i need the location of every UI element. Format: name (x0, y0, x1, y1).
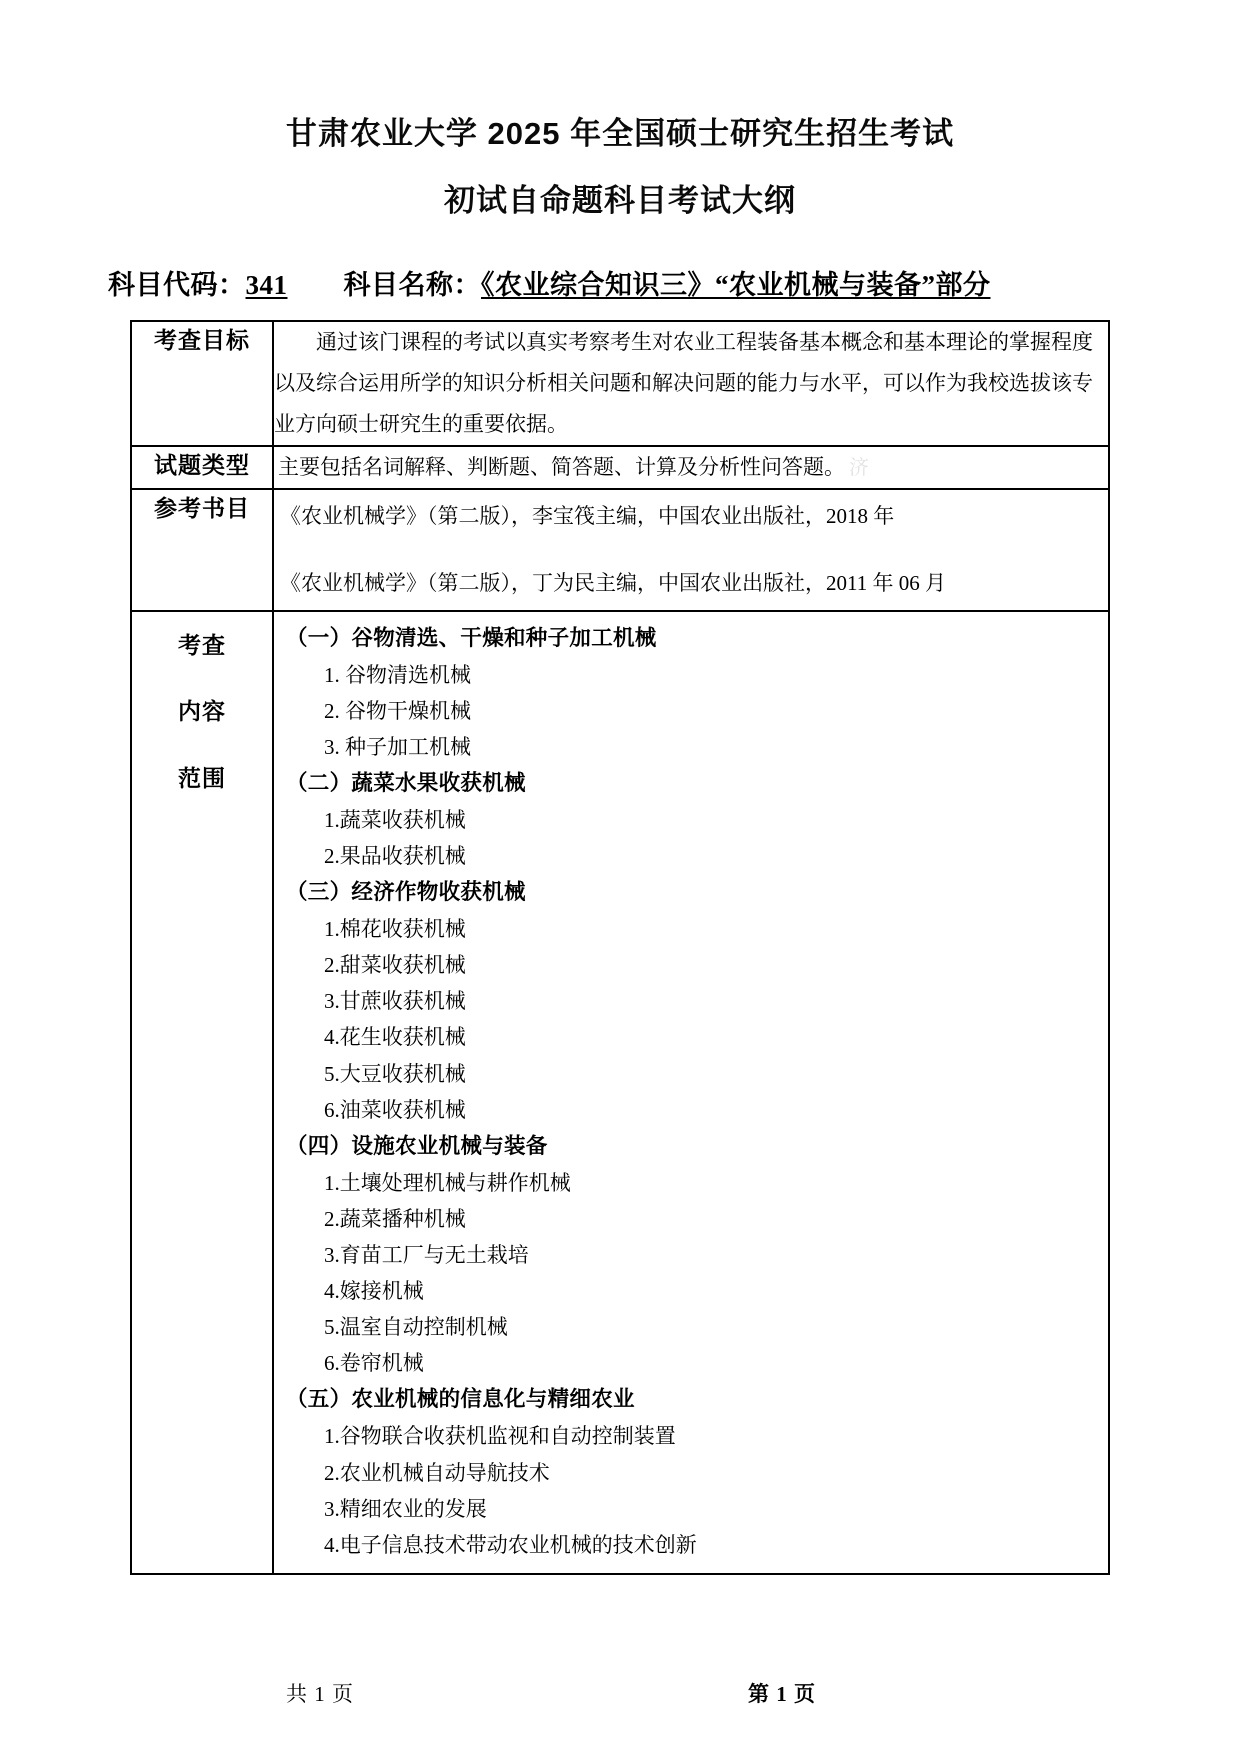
page-title-line2: 初试自命题科目考试大纲 (444, 183, 796, 218)
scope-item: 2.蔬菜播种机械 (324, 1206, 466, 1231)
scope-group-heading: （四）设施农业机械与装备 (286, 1133, 548, 1158)
row-label-objective: 考查目标 (131, 321, 273, 446)
scope-item: 3.甘蔗收获机械 (324, 989, 466, 1014)
row-content-objective (273, 321, 1109, 446)
subject-code-value: 341 (245, 270, 288, 300)
objective-paragraph: 通过该门课程的考试以真实考察考生对农业工程装备基本概念和基本理论的掌握程度以及综合运用所学的知识分析相关问题和解决问题的能力与水平，可以作为我校选拔该专业方向硕士研究生的重要依据。 (274, 330, 1093, 436)
scope-group-heading: （一）谷物清选、干燥和种子加工机械 (286, 625, 657, 650)
table-row-objective (131, 321, 1109, 446)
title-block (0, 0, 1240, 216)
scope-item: 3.精细农业的发展 (324, 1496, 487, 1521)
row-label-question-types: 试题类型 (131, 446, 273, 489)
scope-item: 3.育苗工厂与无土栽培 (324, 1242, 529, 1267)
row-label-scope (131, 611, 273, 1574)
scope-item: 4.电子信息技术带动农业机械的技术创新 (324, 1532, 697, 1557)
scope-item: 5.温室自动控制机械 (324, 1315, 508, 1340)
question-types-text-wrap (274, 447, 1108, 488)
scope-item: 1.土壤处理机械与耕作机械 (324, 1170, 571, 1195)
scope-item: 2.果品收获机械 (324, 844, 466, 869)
scope-item: 2.甜菜收获机械 (324, 953, 466, 978)
row-label-references: 参考书目 (131, 489, 273, 611)
syllabus-table (130, 320, 1110, 1575)
reference-book-1: 《农业机械学》（第二版），李宝筏主编，中国农业出版社，2018 年 (280, 503, 895, 528)
row-content-references (273, 489, 1109, 611)
table-row-references (131, 489, 1109, 611)
scope-item: 1.棉花收获机械 (324, 917, 466, 942)
scope-group-heading: （二）蔬菜水果收获机械 (286, 770, 526, 795)
table-row-scope (131, 611, 1109, 1574)
page-title-line1: 甘肃农业大学 2025 年全国硕士研究生招生考试 (285, 116, 955, 151)
watermark-glyph: 济 (849, 456, 869, 479)
row-content-question-types (273, 446, 1109, 489)
scope-item: 4.花生收获机械 (324, 1025, 466, 1050)
scope-item: 5.大豆收获机械 (324, 1061, 466, 1086)
subject-name-value: 《农业综合知识三》“农业机械与装备”部分 (481, 270, 991, 300)
scope-item: 6.卷帘机械 (324, 1351, 424, 1376)
scope-item: 1. 谷物清选机械 (324, 662, 471, 687)
footer-current-page: 第 1 页 (748, 1682, 816, 1706)
reference-book-2: 《农业机械学》（第二版），丁为民主编，中国农业出版社，2011 年 06 月 (280, 570, 946, 595)
scope-outline (274, 612, 1108, 1573)
scope-label-line-3: 范围 (178, 765, 226, 792)
subject-name-label: 科目名称： (343, 270, 481, 300)
table-row-question-types (131, 446, 1109, 489)
scope-item: 6.油菜收获机械 (324, 1097, 466, 1122)
footer-total-pages: 共 1 页 (286, 1682, 354, 1706)
scope-group-heading: （五）农业机械的信息化与精细农业 (286, 1387, 635, 1412)
scope-item: 1.蔬菜收获机械 (324, 807, 466, 832)
subject-code-label: 科目代码： (108, 270, 246, 300)
scope-item: 2. 谷物干燥机械 (324, 698, 471, 723)
scope-label-line-2: 内容 (178, 698, 226, 725)
scope-item: 3. 种子加工机械 (324, 734, 471, 759)
scope-item: 4.嫁接机械 (324, 1279, 424, 1304)
scope-label-line-1: 考查 (178, 631, 226, 658)
row-content-scope (273, 611, 1109, 1574)
subject-header (0, 263, 1240, 302)
scope-item: 2.农业机械自动导航技术 (324, 1460, 550, 1485)
scope-item: 1.谷物联合收获机监视和自动控制装置 (324, 1424, 676, 1449)
scope-group-heading: （三）经济作物收获机械 (286, 880, 526, 905)
question-types-text: 主要包括名词解释、判断题、简答题、计算及分析性问答题。 (278, 454, 845, 479)
